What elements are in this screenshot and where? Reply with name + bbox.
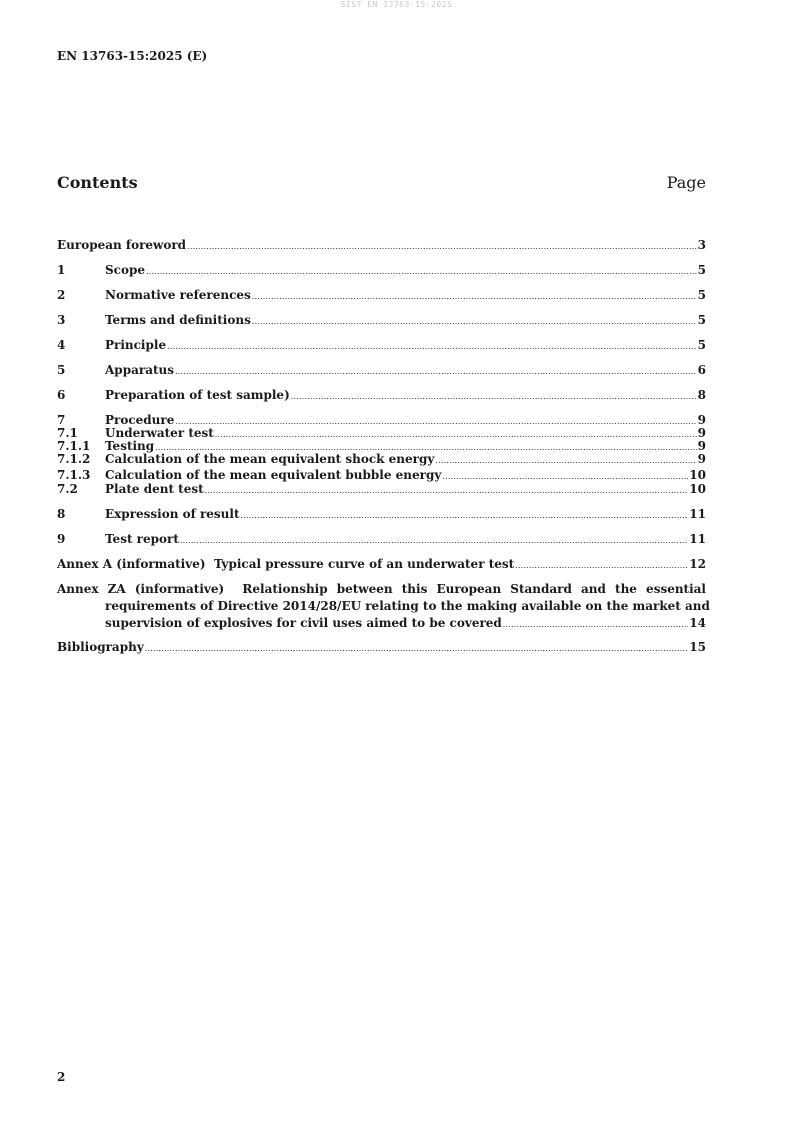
toc-entry-underwater-test[interactable] (57, 426, 706, 441)
toc-entry-principle[interactable] (57, 338, 706, 353)
toc-entry-apparatus[interactable] (57, 363, 706, 378)
toc-entry-label: Test report (105, 532, 179, 546)
toc-entry-label: European foreword (57, 238, 187, 252)
toc-leader-dots (205, 485, 689, 497)
toc-entry-page: 10 (689, 468, 706, 482)
toc-leader-dots (167, 341, 697, 353)
toc-leader-dots (145, 643, 689, 655)
toc-title: Contents (57, 173, 138, 192)
toc-entry-number: 7.1.2 (57, 452, 91, 466)
toc-leader-dots (515, 560, 688, 572)
toc-entry-label: Preparation of test sample) (105, 388, 290, 402)
table-of-contents (57, 238, 710, 655)
toc-entry-page: 3 (697, 238, 706, 252)
toc-leader-dots (187, 241, 697, 253)
toc-entry-label: Underwater test (105, 426, 214, 440)
toc-entry-number: 2 (57, 288, 66, 302)
toc-entry-terms-definitions[interactable] (57, 313, 706, 328)
toc-header (57, 173, 706, 192)
toc-entry-number: 7 (57, 413, 66, 427)
toc-entry-page: 5 (697, 338, 706, 352)
toc-entry-bubble-energy[interactable] (57, 468, 706, 483)
toc-entry-number: 4 (57, 338, 66, 352)
toc-leader-dots (291, 391, 697, 403)
watermark: SIST EN 13763-15:2025 (340, 0, 453, 9)
toc-entry-expression-of-result[interactable] (57, 507, 706, 522)
toc-entry-label: Apparatus (105, 363, 174, 377)
toc-entry-page: 6 (697, 363, 706, 377)
toc-entry-page: 12 (689, 557, 706, 571)
toc-entry-label: Testing (105, 439, 155, 453)
page-number: 2 (57, 1070, 66, 1084)
toc-leader-dots (252, 291, 697, 303)
toc-entry-foreword[interactable] (57, 238, 706, 253)
toc-leader-dots (442, 471, 688, 483)
toc-entry-page: 11 (689, 532, 706, 546)
toc-entry-page: 8 (697, 388, 706, 402)
toc-entry-label: Expression of result (105, 507, 240, 521)
toc-annex-za-line3 (57, 615, 706, 632)
toc-entry-page: 15 (689, 640, 706, 654)
toc-entry-bibliography[interactable] (57, 640, 706, 655)
toc-leader-dots (146, 266, 697, 278)
toc-leader-dots (180, 535, 688, 547)
toc-entry-label: Bibliography (57, 640, 144, 654)
toc-entry-page: 5 (697, 313, 706, 327)
toc-entry-number: 6 (57, 388, 66, 402)
toc-entry-annex-a[interactable] (57, 557, 706, 572)
toc-entry-plate-dent-test[interactable] (57, 482, 706, 497)
toc-entry-number: 1 (57, 263, 66, 277)
toc-leader-dots (175, 416, 696, 428)
toc-entry-number: 7.1.3 (57, 468, 91, 482)
toc-entry-page: 5 (697, 263, 706, 277)
toc-entry-number: 7.1.1 (57, 439, 91, 453)
toc-annex-za-line2: requirements of Directive 2014/28/EU relating to the making available on the market and (105, 599, 710, 613)
toc-entry-shock-energy[interactable] (57, 452, 706, 467)
toc-entry-preparation[interactable] (57, 388, 706, 403)
toc-leader-dots (175, 366, 697, 378)
toc-entry-page: 14 (689, 616, 706, 630)
toc-leader-dots (435, 455, 696, 467)
toc-entry-label: Normative references (105, 288, 251, 302)
toc-entry-label: Calculation of the mean equivalent shock energy (105, 452, 435, 466)
toc-page-label: Page (666, 173, 706, 192)
toc-entry-number: 9 (57, 532, 66, 546)
toc-leader-dots (503, 619, 689, 631)
toc-entry-number: 3 (57, 313, 66, 327)
toc-entry-number: 7.2 (57, 482, 78, 496)
toc-entry-label: Principle (105, 338, 167, 352)
toc-entry-page: 5 (697, 288, 706, 302)
toc-entry-page: 9 (697, 439, 706, 453)
toc-entry-label: Annex A (informative) Typical pressure curve of an underwater test (57, 557, 515, 571)
toc-entry-label: Procedure (105, 413, 175, 427)
toc-entry-number: 7.1 (57, 426, 78, 440)
toc-entry-page: 9 (697, 413, 706, 427)
toc-entry-test-report[interactable] (57, 532, 706, 547)
toc-leader-dots (215, 429, 697, 441)
toc-annex-za-line1: Annex ZA (informative) Relationship between this European Standard and the essential (57, 582, 706, 596)
toc-leader-dots (252, 316, 697, 328)
toc-entry-page: 11 (689, 507, 706, 521)
toc-entry-page: 9 (697, 426, 706, 440)
toc-leader-dots (241, 510, 689, 522)
toc-entry-label: supervision of explosives for civil uses aimed to be covered (105, 616, 502, 630)
toc-entry-number: 5 (57, 363, 66, 377)
toc-entry-number: 8 (57, 507, 66, 521)
toc-entry-scope[interactable] (57, 263, 706, 278)
toc-entry-page: 10 (689, 482, 706, 496)
toc-entry-label: Plate dent test (105, 482, 204, 496)
toc-entry-annex-za[interactable] (57, 581, 710, 632)
document-id: EN 13763-15:2025 (E) (57, 49, 208, 63)
toc-entry-label: Scope (105, 263, 146, 277)
toc-entry-label: Calculation of the mean equivalent bubble energy (105, 468, 442, 482)
toc-entry-normative-references[interactable] (57, 288, 706, 303)
toc-entry-page: 9 (697, 452, 706, 466)
toc-entry-label: Terms and definitions (105, 313, 251, 327)
